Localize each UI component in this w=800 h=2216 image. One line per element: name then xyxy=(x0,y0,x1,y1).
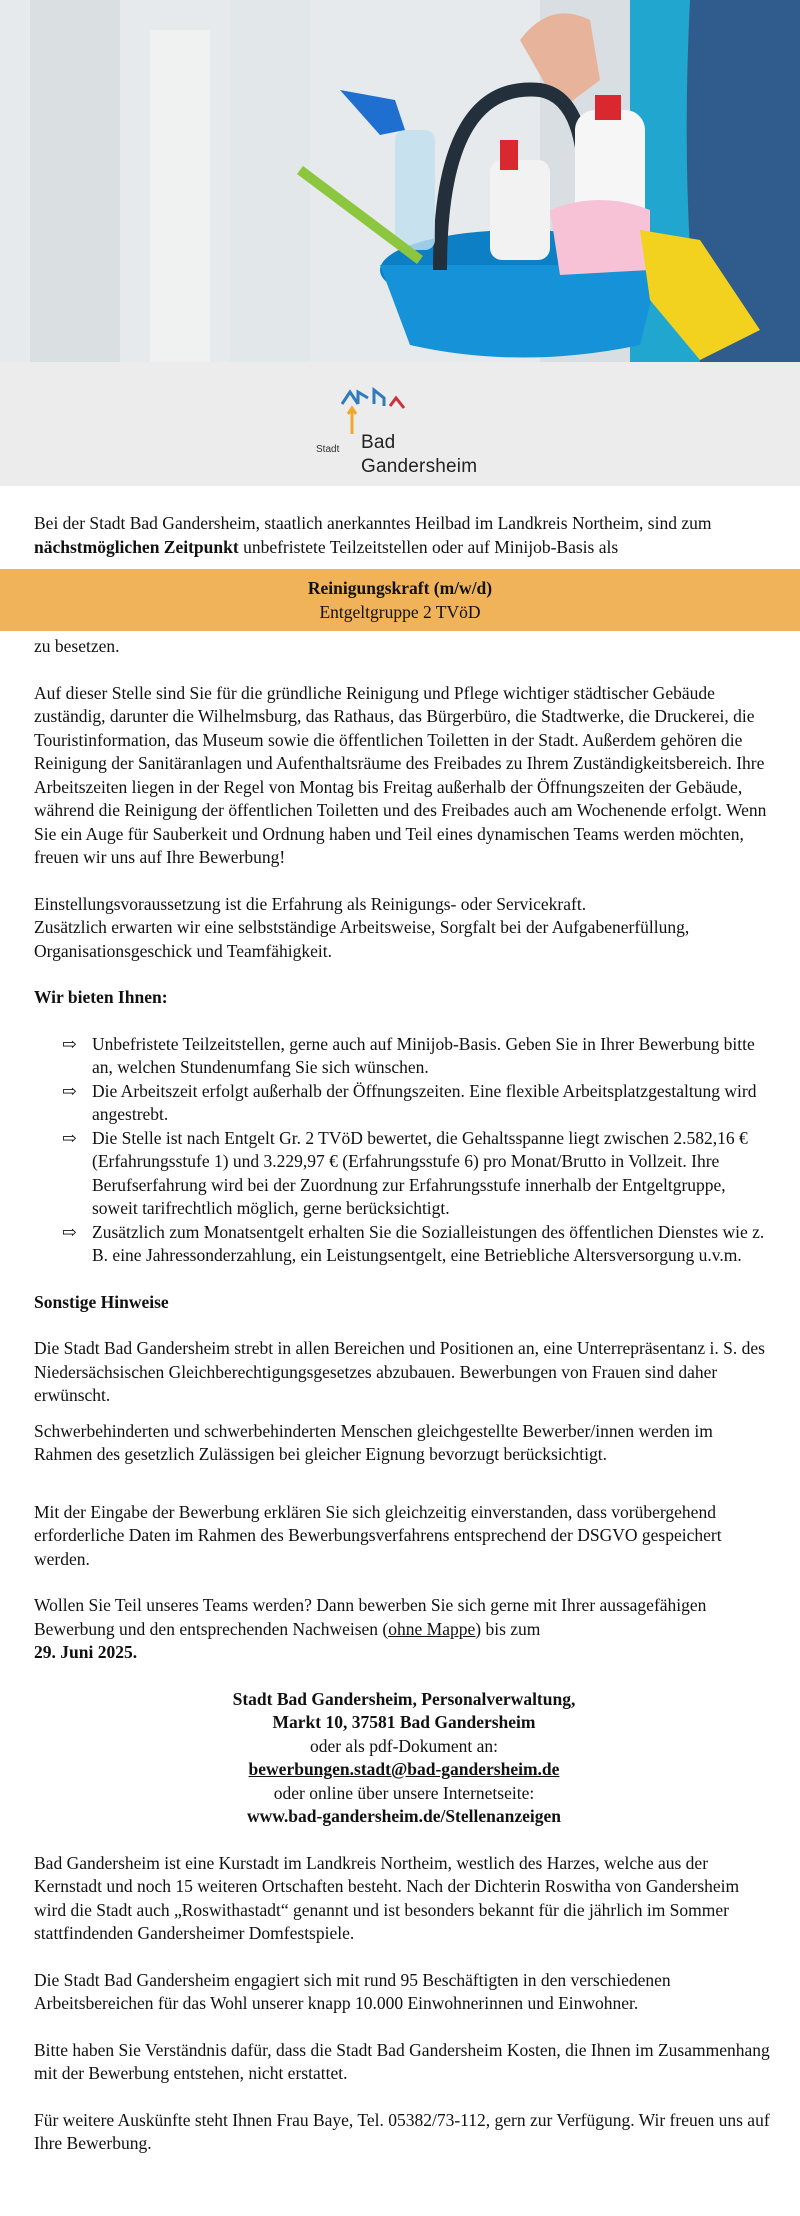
arrow-icon: ⇨ xyxy=(62,1033,77,1054)
arrow-icon: ⇨ xyxy=(62,1127,77,1148)
logo-prefix: Stadt xyxy=(316,444,340,455)
logo-band xyxy=(0,362,800,486)
offer-item xyxy=(62,1221,774,1268)
no-folder-note: (ohne Mappe) xyxy=(382,1618,482,1639)
notes-paragraph-3: Mit der Eingabe der Bewerbung erklären Sie sich gleichzeitig einverstanden, dass vorübergehend erforderliche Daten im Rahmen des Bewerbungsverfahrens entsprechend der DSGVO gespeichert werden. xyxy=(34,1501,722,1569)
contact-line-1: Stadt Bad Gandersheim, Personalverwaltung, xyxy=(232,1688,576,1709)
job-title-banner xyxy=(0,569,800,631)
contact-line-5: oder online über unsere Internetseite: xyxy=(273,1782,535,1803)
about-paragraph-1: Bad Gandersheim ist eine Kurstadt im Landkreis Northeim, westlich des Harzes, welche aus der Kernstadt und noch 15 weiteren Ortschaften besteht. Nach der Dichterin Roswitha von Gandersheim wird die Stadt auch „Roswithastadt“ genannt und ist besonders bekannt für die jährlich im Sommer stattfindenden Gandersheimer Domfestspiele. xyxy=(34,1852,740,1943)
job-title: Reinigungskraft (m/w/d) xyxy=(307,578,493,598)
requirements-line-1: Einstellungsvoraussetzung ist die Erfahrung als Reinigungs- oder Servicekraft. xyxy=(34,893,587,914)
apply-text-2: bis zum xyxy=(481,1618,541,1639)
notes-paragraph-1: Die Stadt Bad Gandersheim strebt in allen Bereichen und Positionen an, eine Unterrepräsentanz i. S. des Niedersächsischen Gleichberechtigungsgesetzes abzubauen. Bewerbungen von Frauen sind daher erwünscht. xyxy=(34,1338,765,1405)
about-paragraph-2: Die Stadt Bad Gandersheim engagiert sich mit rund 95 Beschäftigten in den verschiedenen Arbeitsbereichen für das Wohl unserer knapp 10.000 Einwohnerinnen und Einwohner. xyxy=(34,1969,671,2013)
contact-line-3: oder als pdf-Dokument an: xyxy=(309,1735,499,1756)
logo-name: Bad Gandersheim xyxy=(361,432,478,477)
city-logo-icon xyxy=(334,386,454,436)
offer-item xyxy=(62,1033,774,1080)
intro-bold: nächstmöglichen Zeitpunkt xyxy=(34,536,239,557)
pay-group: Entgeltgruppe 2 TVöD xyxy=(319,601,481,622)
arrow-icon: ⇨ xyxy=(62,1080,77,1101)
offer-item-text: Die Arbeitszeit erfolgt außerhalb der Öffnungszeiten. Eine flexible Arbeitsplatzgestaltung wird angestrebt. xyxy=(92,1080,757,1124)
requirements-line-2: Zusätzlich erwarten wir eine selbstständige Arbeitsweise, Sorgfalt bei der Aufgabenerfüllung, Organisationsgeschick und Teamfähigkeit. xyxy=(34,917,690,961)
about-paragraph-3: Bitte haben Sie Verständnis dafür, dass die Stadt Bad Gandersheim Kosten, die Ihnen im Zusammenhang mit der Bewerbung entstehen, nicht erstattet. xyxy=(34,2039,770,2083)
hero-image-cleaning-bucket xyxy=(0,0,800,362)
email-link[interactable]: bewerbungen.stadt@bad-gandersheim.de xyxy=(248,1759,560,1779)
description-paragraph: Auf dieser Stelle sind Sie für die gründliche Reinigung und Pflege wichtiger städtischer Gebäude zuständig, darunter die Wilhelmsburg, das Rathaus, das Bürgerbüro, die Stadtwerke, die Druckerei, die Touristinformation, das Museum sowie die öffentlichen Toiletten in der Stadt. Außerdem gehören die Reinigung der Sanitäranlagen und Aufenthaltsräume des Freibades zu Ihrem Zuständigkeitsbereich. Ihre Arbeitszeiten liegen in der Regel von Montag bis Freitag außerhalb der Öffnungszeiten der Gebäude, während die Reinigung der öffentlichen Toiletten und des Freibades auch am Wochenende erfolgt. Wenn Sie ein Auge für Sauberkeit und Ordnung haben und Teil eines dynamischen Teams werden möchten, freuen wir uns auf Ihre Bewerbung! xyxy=(34,682,767,867)
apply-paragraph xyxy=(34,1594,774,1665)
arrow-icon: ⇨ xyxy=(62,1221,77,1242)
offer-item-text: Unbefristete Teilzeitstellen, gerne auch auf Minijob-Basis. Geben Sie in Ihrer Bewerbung bitte an, welchen Stundenumfang Sie sich wünschen. xyxy=(92,1033,755,1077)
contact-block xyxy=(34,1688,774,1829)
notes-paragraph-2: Schwerbehinderten und schwerbehinderten Menschen gleichgestellte Bewerber/innen werden im Rahmen des gesetzlich Zulässigen bei gleicher Eignung bevorzugt berücksichtigt. xyxy=(34,1420,713,1464)
offer-item-text: Die Stelle ist nach Entgelt Gr. 2 TVöD bewertet, die Gehaltsspanne liegt zwischen 2.582,16 € (Erfahrungsstufe 1) und 3.229,97 € (Erfahrungsstufe 6) pro Monat/Brutto in Vollzeit. Ihre Berufserfahrung wird bei der Zuordnung zur Erfahrungsstufe innerhalb der Entgeltgruppe, soweit tarifrechtlich möglich, gerne berücksichtigt. xyxy=(92,1127,748,1218)
offer-list xyxy=(34,1033,774,1268)
website-link[interactable]: www.bad-gandersheim.de/Stellenanzeigen xyxy=(246,1806,562,1826)
contact-address: Markt 10, 37581 Bad Gandersheim xyxy=(272,1712,536,1732)
city-logo xyxy=(316,386,516,477)
offer-heading: Wir bieten Ihnen: xyxy=(34,987,168,1007)
to-fill-text: zu besetzen. xyxy=(34,636,120,656)
deadline: 29. Juni 2025. xyxy=(34,1642,138,1662)
intro-text-1: Bei der Stadt Bad Gandersheim, staatlich anerkanntes Heilbad im Landkreis Northeim, sind zum xyxy=(34,513,712,533)
apply-text-1: Wollen Sie Teil unseres Teams werden? Dann bewerben Sie sich gerne mit Ihrer aussagefähigen Bewerbung und den entsprechenden Nachweisen xyxy=(34,1595,707,1639)
intro-text-2: unbefristete Teilzeitstellen oder auf Minijob-Basis als xyxy=(238,536,619,557)
about-paragraph-4: Für weitere Auskünfte steht Ihnen Frau Baye, Tel. 05382/73-112, gern zur Verfügung. Wir freuen uns auf Ihre Bewerbung. xyxy=(34,2109,770,2153)
offer-item xyxy=(62,1127,774,1221)
intro-paragraph xyxy=(34,512,774,559)
offer-item-text: Zusätzlich zum Monatsentgelt erhalten Sie die Sozialleistungen des öffentlichen Dienstes wie z. B. eine Jahressonderzahlung, ein Leistungsentgelt, eine Betriebliche Altersversorgung u.v.m. xyxy=(92,1221,765,1265)
offer-item xyxy=(62,1080,774,1127)
notes-heading: Sonstige Hinweise xyxy=(34,1291,169,1312)
